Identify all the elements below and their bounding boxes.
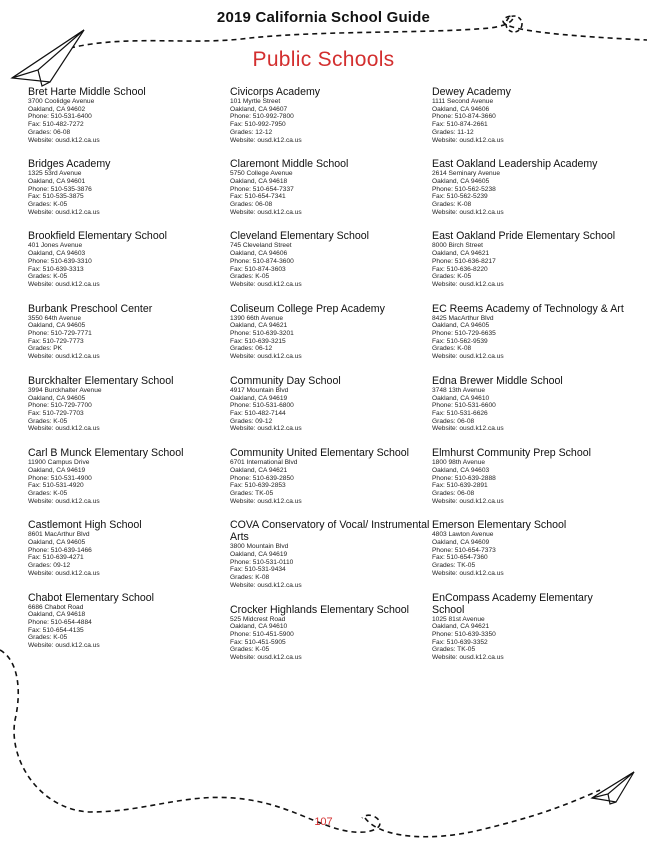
school-website: Website: ousd.k12.ca.us (28, 280, 100, 288)
school-fax: Fax: 510-654-7341 (230, 193, 286, 201)
school-phone: Phone: 510-535-3876 (28, 185, 92, 193)
school-website: Website: ousd.k12.ca.us (230, 581, 302, 589)
school-city: Oakland, CA 94607 (230, 105, 288, 113)
school-address: 11900 Campus Drive (28, 459, 90, 467)
school-website: Website: ousd.k12.ca.us (28, 569, 100, 577)
school-city: Oakland, CA 94602 (28, 105, 86, 113)
school-city: Oakland, CA 94618 (230, 177, 288, 185)
school-city: Oakland, CA 94601 (28, 177, 86, 185)
school-phone: Phone: 510-562-5238 (432, 185, 496, 193)
school-grades: Grades: 06-08 (230, 201, 273, 209)
school-phone: Phone: 510-654-4884 (28, 618, 92, 626)
school-address: 3748 13th Avenue (432, 386, 486, 394)
school-fax: Fax: 510-639-2853 (230, 482, 286, 490)
school-grades: Grades: K-08 (230, 574, 270, 582)
school-fax: Fax: 510-874-2661 (432, 121, 488, 129)
school-entry (28, 375, 230, 433)
school-name: Chabot Elementary School (28, 591, 155, 604)
school-entry (28, 592, 230, 650)
school-entry (432, 375, 628, 433)
school-entry (230, 303, 432, 361)
school-grades: Grades: K-05 (28, 489, 68, 497)
school-city: Oakland, CA 94621 (230, 466, 288, 474)
school-website: Website: ousd.k12.ca.us (230, 208, 302, 216)
school-name: Bret Harte Middle School (28, 86, 146, 98)
school-city: Oakland, CA 94605 (28, 539, 86, 547)
school-website: Website: ousd.k12.ca.us (432, 208, 504, 216)
school-name: Civicorps Academy (230, 86, 321, 98)
school-entry (230, 86, 432, 144)
school-name: Community Day School (230, 374, 341, 387)
school-entry (28, 519, 230, 577)
school-grades: Grades: 09-12 (28, 562, 71, 570)
school-fax: Fax: 510-531-9434 (230, 566, 286, 574)
school-grades: Grades: K-08 (432, 345, 472, 353)
school-entry (230, 375, 432, 433)
school-city: Oakland, CA 94606 (230, 250, 288, 258)
school-grades: Grades: TK-05 (432, 562, 476, 570)
school-website: Website: ousd.k12.ca.us (432, 136, 504, 144)
school-address: 1025 81st Avenue (432, 615, 485, 623)
school-fax: Fax: 510-639-4271 (28, 554, 84, 562)
school-fax: Fax: 510-562-5239 (432, 193, 488, 201)
school-phone: Phone: 510-874-3660 (432, 113, 496, 121)
school-name: Community United Elementary School (230, 447, 409, 460)
school-address: 3700 Coolidge Avenue (28, 98, 95, 105)
school-city: Oakland, CA 94621 (230, 322, 288, 330)
school-city: Oakland, CA 94603 (432, 466, 490, 474)
column-2 (230, 86, 432, 786)
school-phone: Phone: 510-729-7700 (28, 402, 92, 410)
school-entry (28, 86, 230, 144)
school-entry (28, 230, 230, 288)
school-entry (432, 158, 628, 216)
school-website: Website: ousd.k12.ca.us (230, 497, 302, 505)
school-website: Website: ousd.k12.ca.us (432, 425, 504, 433)
school-city: Oakland, CA 94619 (230, 551, 288, 559)
school-address: 8601 MacArthur Blvd (28, 531, 90, 539)
school-grades: Grades: 06-08 (432, 489, 475, 497)
school-grades: Grades: 12-12 (230, 128, 273, 136)
school-address: 3800 Mountain Blvd (230, 543, 289, 551)
school-address: 1325 53rd Avenue (28, 170, 82, 178)
school-website: Website: ousd.k12.ca.us (230, 654, 302, 662)
school-website: Website: ousd.k12.ca.us (230, 425, 302, 433)
school-phone: Phone: 510-874-3600 (230, 257, 294, 265)
school-phone: Phone: 510-531-0110 (230, 558, 294, 566)
school-city: Oakland, CA 94618 (28, 611, 86, 619)
school-address: 2614 Seminary Avenue (432, 170, 501, 178)
school-address: 4803 Lawton Avenue (432, 531, 494, 539)
school-address: 5750 College Avenue (230, 170, 293, 178)
school-fax: Fax: 510-562-9539 (432, 337, 488, 345)
school-city: Oakland, CA 94621 (432, 250, 490, 258)
school-fax: Fax: 510-535-3875 (28, 193, 84, 201)
school-name: Coliseum College Prep Academy (230, 302, 385, 315)
school-phone: Phone: 510-639-2850 (230, 474, 294, 482)
school-grades: Grades: 11-12 (432, 128, 474, 136)
school-phone: Phone: 510-531-6600 (432, 402, 496, 410)
school-phone: Phone: 510-531-6400 (28, 113, 92, 121)
school-phone: Phone: 510-639-1466 (28, 546, 92, 554)
school-phone: Phone: 510-639-3201 (230, 330, 294, 338)
school-website: Website: ousd.k12.ca.us (230, 280, 302, 288)
school-name: Claremont Middle School (230, 158, 349, 171)
school-fax: Fax: 510-451-5905 (230, 638, 286, 646)
school-name: Dewey Academy (432, 86, 511, 98)
school-fax: Fax: 510-654-7360 (432, 554, 488, 562)
school-phone: Phone: 510-639-3350 (432, 630, 496, 638)
school-grades: Grades: PK (28, 345, 63, 353)
school-name: Burckhalter Elementary School (28, 374, 174, 387)
school-name: Elmhurst Community Prep School (432, 447, 591, 460)
school-fax: Fax: 510-639-3215 (230, 337, 286, 345)
school-grades: Grades: K-05 (28, 417, 68, 425)
page-number: 107 (314, 816, 333, 828)
school-grades: Grades: K-08 (432, 201, 472, 209)
school-address: 1390 66th Avenue (230, 314, 284, 322)
school-address: 6686 Chabot Road (28, 603, 84, 611)
school-city: Oakland, CA 94621 (432, 623, 490, 631)
school-website: Website: ousd.k12.ca.us (28, 208, 100, 216)
school-name: Crocker Highlands Elementary School (230, 603, 409, 616)
school-website: Website: ousd.k12.ca.us (432, 497, 504, 505)
school-city: Oakland, CA 94603 (28, 250, 86, 258)
school-grades: Grades: K-05 (432, 273, 472, 281)
school-website: Website: ousd.k12.ca.us (28, 136, 100, 144)
school-grades: Grades: K-05 (230, 273, 270, 281)
school-city: Oakland, CA 94605 (28, 394, 86, 402)
guide-title: 2019 California School Guide (216, 9, 431, 26)
school-entry (432, 447, 628, 505)
school-website: Website: ousd.k12.ca.us (28, 642, 100, 650)
school-phone: Phone: 510-654-7337 (230, 185, 294, 193)
school-fax: Fax: 510-992-7950 (230, 121, 286, 129)
school-address: 8000 Birch Street (432, 242, 483, 250)
school-city: Oakland, CA 94610 (432, 394, 490, 402)
school-address: 1800 98th Avenue (432, 459, 486, 467)
school-website: Website: ousd.k12.ca.us (28, 353, 100, 361)
school-grades: Grades: K-05 (230, 646, 270, 654)
school-website: Website: ousd.k12.ca.us (28, 497, 100, 505)
school-entry (230, 447, 432, 505)
school-phone: Phone: 510-451-5900 (230, 630, 294, 638)
school-fax: Fax: 510-639-3352 (432, 638, 488, 646)
school-address: 401 Jones Avenue (28, 242, 83, 250)
school-city: Oakland, CA 94609 (432, 539, 490, 547)
school-website: Website: ousd.k12.ca.us (28, 425, 100, 433)
school-name: EC Reems Academy of Technology & Art (432, 302, 624, 315)
school-entry (432, 519, 628, 577)
school-city: Oakland, CA 94619 (28, 466, 86, 474)
school-entry (28, 447, 230, 505)
school-fax: Fax: 510-531-6626 (432, 409, 488, 417)
school-phone: Phone: 510-729-7771 (28, 330, 92, 338)
school-entry (230, 230, 432, 288)
school-entry (432, 230, 628, 288)
school-website: Website: ousd.k12.ca.us (432, 654, 504, 662)
school-address: 3994 Burckhalter Avenue (28, 386, 102, 394)
school-name: Edna Brewer Middle School (432, 374, 563, 387)
school-entry (230, 604, 432, 662)
school-phone: Phone: 510-636-8217 (432, 257, 496, 265)
school-address: 3550 64th Avenue (28, 314, 82, 322)
school-phone: Phone: 510-639-3310 (28, 257, 92, 265)
school-website: Website: ousd.k12.ca.us (432, 280, 504, 288)
school-fax: Fax: 510-639-2891 (432, 482, 488, 490)
school-entry (432, 86, 628, 144)
school-phone: Phone: 510-729-6635 (432, 330, 496, 338)
school-phone: Phone: 510-992-7800 (230, 113, 294, 121)
school-name: Bridges Academy (28, 158, 111, 171)
school-address: 4917 Mountain Blvd (230, 386, 289, 394)
school-name: Burbank Preschool Center (28, 302, 153, 315)
school-grades: Grades: TK-05 (432, 646, 476, 654)
section-title: Public Schools (252, 48, 395, 71)
school-website: Website: ousd.k12.ca.us (230, 136, 302, 144)
school-entry (230, 158, 432, 216)
school-name: Cleveland Elementary School (230, 230, 369, 243)
school-listing (28, 86, 628, 786)
school-fax: Fax: 510-636-8220 (432, 265, 488, 273)
school-address: 745 Cleveland Street (230, 242, 292, 250)
school-phone: Phone: 510-531-6800 (230, 402, 294, 410)
school-entry (432, 592, 628, 662)
school-city: Oakland, CA 94605 (28, 322, 86, 330)
school-name: Castlemont High School (28, 519, 142, 532)
school-name: EnCompass Academy Elementary School (432, 591, 593, 616)
school-fax: Fax: 510-482-7144 (230, 409, 286, 417)
school-grades: Grades: 09-12 (230, 417, 273, 425)
school-city: Oakland, CA 94605 (432, 322, 490, 330)
school-entry (28, 158, 230, 216)
school-city: Oakland, CA 94605 (432, 177, 490, 185)
school-grades: Grades: K-05 (28, 201, 68, 209)
right-dashed-path (365, 790, 600, 837)
school-website: Website: ousd.k12.ca.us (230, 353, 302, 361)
school-name: COVA Conservatory of Vocal/ Instrumental Arts (230, 519, 430, 544)
school-address: 101 Myrtle Street (230, 98, 281, 105)
school-name: Brookfield Elementary School (28, 230, 167, 243)
school-name: Emerson Elementary School (432, 519, 567, 532)
school-phone: Phone: 510-639-2888 (432, 474, 496, 482)
school-address: 1111 Second Avenue (432, 98, 494, 105)
school-grades: Grades: 06-12 (230, 345, 273, 353)
school-city: Oakland, CA 94610 (230, 623, 288, 631)
column-3 (432, 86, 628, 786)
school-fax: Fax: 510-531-4920 (28, 482, 84, 490)
school-address: 8425 MacArthur Blvd (432, 314, 494, 322)
column-1 (28, 86, 230, 786)
school-name: East Oakland Pride Elementary School (432, 230, 616, 243)
school-fax: Fax: 510-482-7272 (28, 121, 84, 129)
school-phone: Phone: 510-531-4900 (28, 474, 92, 482)
school-name: Carl B Munck Elementary School (28, 447, 184, 460)
school-fax: Fax: 510-874-3603 (230, 265, 286, 273)
school-website: Website: ousd.k12.ca.us (432, 569, 504, 577)
school-fax: Fax: 510-729-7703 (28, 409, 84, 417)
school-grades: Grades: 06-08 (28, 128, 71, 136)
school-fax: Fax: 510-729-7773 (28, 337, 84, 345)
school-fax: Fax: 510-654-4135 (28, 626, 84, 634)
school-website: Website: ousd.k12.ca.us (432, 353, 504, 361)
school-city: Oakland, CA 94606 (432, 105, 490, 113)
school-address: 6701 International Blvd (230, 459, 298, 467)
school-address: 525 Midcrest Road (230, 615, 286, 623)
school-grades: Grades: TK-05 (230, 489, 274, 497)
school-grades: Grades: K-05 (28, 273, 68, 281)
school-grades: Grades: K-05 (28, 634, 68, 642)
school-grades: Grades: 06-08 (432, 417, 475, 425)
school-entry (432, 303, 628, 361)
school-entry (28, 303, 230, 361)
school-entry (230, 519, 432, 589)
school-city: Oakland, CA 94619 (230, 394, 288, 402)
school-name: East Oakland Leadership Academy (432, 158, 598, 171)
school-fax: Fax: 510-639-3313 (28, 265, 84, 273)
school-phone: Phone: 510-654-7373 (432, 546, 496, 554)
